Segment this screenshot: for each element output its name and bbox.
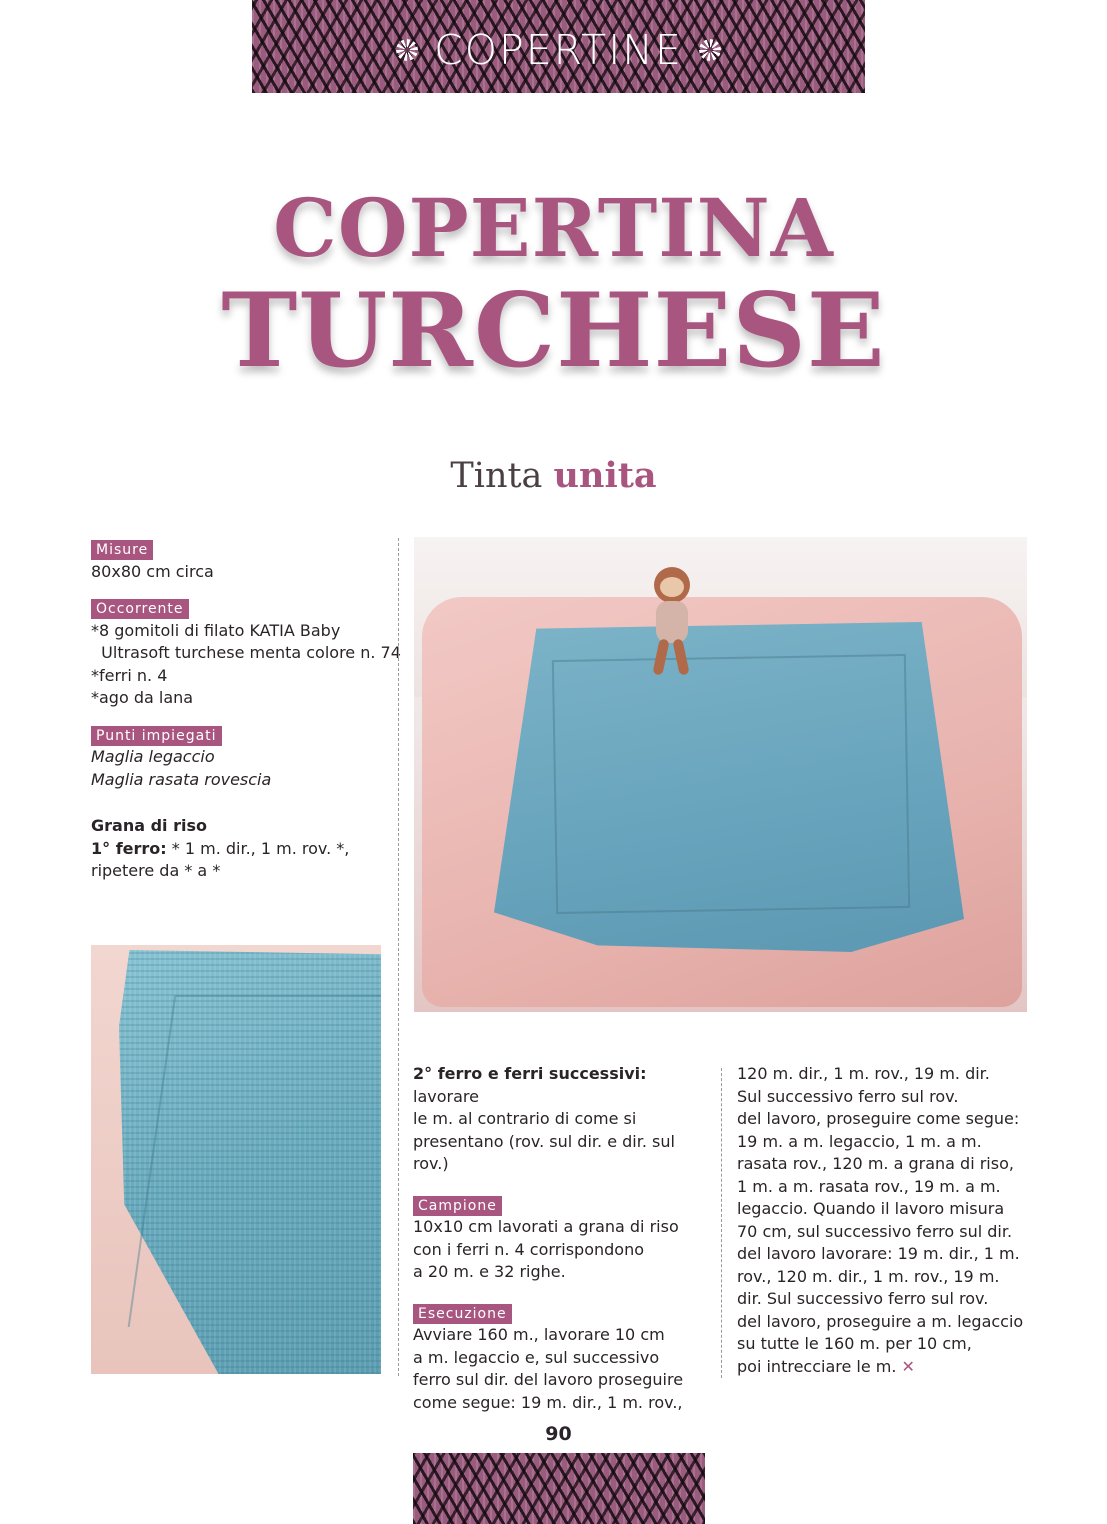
campione-line: 10x10 cm lavorati a grana di riso [413, 1217, 679, 1236]
grana-row1-label: 1° ferro: [91, 838, 167, 858]
page-title-line1: COPERTINA [273, 181, 834, 275]
toy-monkey-icon [642, 567, 702, 677]
esecuzione-line: rov., 120 m. dir., 1 m. rov., 19 m. [737, 1266, 1000, 1286]
left-column [91, 538, 401, 897]
campione-line: a 20 m. e 32 righe. [413, 1262, 566, 1281]
misure-value: 80x80 cm circa [91, 561, 214, 581]
grana-row1-text: * 1 m. dir., 1 m. rov. *, [166, 838, 350, 858]
flower-icon [396, 39, 418, 61]
occorrente-line: Ultrasoft turchese menta colore n. 74 [91, 643, 401, 662]
campione-label: Campione [413, 1196, 502, 1216]
esecuzione-last-text: poi intrecciare le m. [737, 1356, 902, 1376]
footer-pattern-band [413, 1453, 705, 1524]
campione-section [413, 1194, 713, 1284]
occorrente-line: *ago da lana [91, 688, 194, 707]
esecuzione-section [413, 1302, 713, 1415]
section-header [252, 22, 865, 78]
grana-row2-label: 2° ferro e ferri successivi: [413, 1064, 647, 1083]
esecuzione-label: Esecuzione [413, 1304, 512, 1324]
esecuzione-line: come segue: 19 m. dir., 1 m. rov., [413, 1392, 683, 1412]
subtitle [0, 455, 1107, 496]
subtitle-strong: unita [553, 455, 657, 496]
occorrente-label: Occorrente [91, 599, 189, 619]
column-divider [398, 538, 399, 1376]
occorrente-line: *ferri n. 4 [91, 665, 168, 685]
grana-row2 [413, 1063, 713, 1176]
esecuzione-last-line [737, 1356, 1037, 1379]
middle-column [413, 1063, 713, 1428]
esecuzione-line: Avviare 160 m., lavorare 10 cm [413, 1325, 665, 1344]
esecuzione-line: ferro sul dir. del lavoro proseguire [413, 1370, 684, 1389]
esecuzione-line: rasata rov., 120 m. a grana di riso, [737, 1154, 1014, 1173]
flower-icon [699, 39, 721, 61]
photo-blanket-border [552, 654, 910, 914]
section-title: COPERTINE [434, 26, 683, 74]
page-title-line2: TURCHESE [221, 271, 886, 391]
misure-section [91, 538, 391, 583]
esecuzione-line: legaccio. Quando il lavoro misura [737, 1199, 1005, 1218]
right-column [737, 1063, 1037, 1378]
detail-photo-knit [91, 945, 381, 1374]
esecuzione-line: 19 m. a m. legaccio, 1 m. a m. [737, 1131, 982, 1151]
esecuzione-line: Sul successivo ferro sul rov. [737, 1086, 959, 1106]
grana-row1 [91, 838, 391, 861]
grana-row2-cont: presentano (rov. sul dir. e dir. sul rov.) [413, 1131, 675, 1173]
esecuzione-line: su tutte le 160 m. per 10 cm, [737, 1334, 972, 1353]
esecuzione-line: dir. Sul successivo ferro sul rov. [737, 1289, 989, 1308]
campione-line: con i ferri n. 4 corrispondono [413, 1239, 645, 1259]
esecuzione-line: del lavoro lavorare: 19 m. dir., 1 m. [737, 1244, 1020, 1263]
grana-row2-cont: le m. al contrario di come si [413, 1109, 637, 1128]
grana-row1-cont: ripetere da * a * [91, 861, 221, 880]
occorrente-line: *8 gomitoli di filato KATIA Baby [91, 620, 341, 640]
punti-section [91, 724, 391, 792]
grana-title: Grana di riso [91, 816, 207, 835]
column-divider [721, 1068, 722, 1378]
grana-row2-text: lavorare [413, 1086, 479, 1106]
esecuzione-line: 70 cm, sul successivo ferro sul dir. [737, 1221, 1013, 1241]
subtitle-normal: Tinta [450, 456, 554, 496]
misure-label: Misure [91, 540, 153, 560]
punti-label: Punti impiegati [91, 726, 222, 746]
occorrente-section [91, 597, 401, 710]
punti-item: Maglia rasata rovescia [91, 769, 272, 789]
esecuzione-line: a m. legaccio e, sul successivo [413, 1347, 660, 1367]
esecuzione-line: del lavoro, proseguire come segue: [737, 1109, 1020, 1128]
main-photo-blanket [414, 537, 1027, 1012]
punti-item: Maglia legaccio [91, 747, 215, 766]
esecuzione-line: del lavoro, proseguire a m. legaccio [737, 1311, 1024, 1331]
grana-section [91, 815, 391, 883]
esecuzione-line: 120 m. dir., 1 m. rov., 19 m. dir. [737, 1064, 990, 1083]
page-number: 90 [545, 1423, 572, 1445]
end-mark-icon: ✕ [901, 1356, 915, 1376]
esecuzione-line: 1 m. a m. rasata rov., 19 m. a m. [737, 1176, 1001, 1196]
